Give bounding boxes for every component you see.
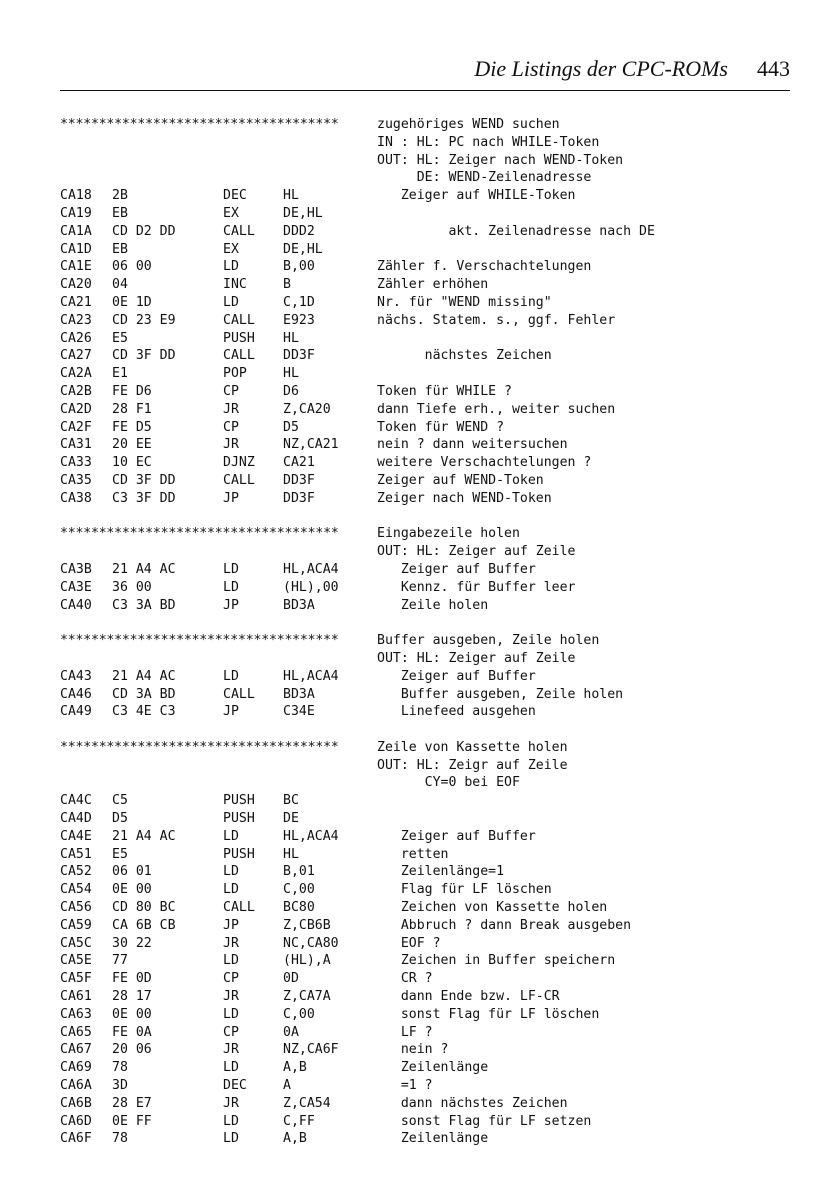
comment: nächs. Statem. s., ggf. Fehler	[377, 312, 616, 328]
address: CA1E	[60, 259, 92, 275]
opcode-bytes: C5	[112, 793, 128, 809]
operand: C,1D	[283, 294, 315, 310]
comment: sonst Flag für LF löschen	[377, 1006, 600, 1022]
address: CA59	[60, 917, 92, 933]
operand: Z,CA7A	[283, 989, 331, 1005]
opcode-bytes: E5	[112, 846, 128, 862]
opcode-bytes: 21 A4 AC	[112, 828, 176, 844]
address: CA33	[60, 455, 92, 471]
mnemonic: CALL	[223, 312, 255, 328]
opcode-bytes: C3 4E C3	[112, 704, 176, 720]
comment: Zeichen von Kassette holen	[377, 900, 608, 916]
address: CA6B	[60, 1095, 92, 1111]
assembly-listing	[60, 116, 800, 1166]
address: CA67	[60, 1042, 92, 1058]
mnemonic: LD	[223, 1006, 239, 1022]
operand: 0A	[283, 1024, 299, 1040]
listing-row	[60, 792, 800, 810]
opcode-bytes: 77	[112, 953, 128, 969]
address: CA52	[60, 864, 92, 880]
opcode-bytes: E5	[112, 330, 128, 346]
listing-row	[60, 1113, 800, 1131]
listing-row	[60, 597, 800, 615]
address: CA4C	[60, 793, 92, 809]
listing-row	[60, 1006, 800, 1024]
operand: B,01	[283, 864, 315, 880]
operand: 0D	[283, 971, 299, 987]
mnemonic: LD	[223, 864, 239, 880]
comment: dann nächstes Zeichen	[377, 1095, 568, 1111]
mnemonic: JR	[223, 935, 239, 951]
listing-row	[60, 561, 800, 579]
comment: Zeilenlänge	[377, 1131, 489, 1147]
address: CA19	[60, 205, 92, 221]
listing-row	[60, 454, 800, 472]
mnemonic: LD	[223, 828, 239, 844]
address: CA63	[60, 1006, 92, 1022]
listing-row	[60, 1077, 800, 1095]
listing-row	[60, 490, 800, 508]
address: CA6A	[60, 1078, 92, 1094]
listing-row	[60, 187, 800, 205]
opcode-bytes: EB	[112, 205, 128, 221]
operand: HL,ACA4	[283, 828, 339, 844]
opcode-bytes: 20 06	[112, 1042, 152, 1058]
mnemonic: CALL	[223, 472, 255, 488]
comment: =1 ?	[377, 1078, 433, 1094]
comment: dann Ende bzw. LF-CR	[377, 989, 560, 1005]
listing-row	[60, 881, 800, 899]
address: CA27	[60, 348, 92, 364]
comment: CR ?	[377, 971, 433, 987]
block-header-row	[60, 152, 800, 170]
routine-description: DE: WEND-Zeilenadresse	[377, 170, 592, 186]
listing-row	[60, 330, 800, 348]
listing-row	[60, 294, 800, 312]
operand: C,FF	[283, 1113, 315, 1129]
listing-row	[60, 846, 800, 864]
comment: Zeile holen	[377, 597, 489, 613]
block-header-row	[60, 757, 800, 775]
address: CA61	[60, 989, 92, 1005]
address: CA31	[60, 437, 92, 453]
mnemonic: LD	[223, 561, 239, 577]
operand: HL	[283, 846, 299, 862]
operand: DDD2	[283, 223, 315, 239]
opcode-bytes: CA 6B CB	[112, 917, 176, 933]
listing-row	[60, 899, 800, 917]
operand: B,00	[283, 259, 315, 275]
mnemonic: JR	[223, 401, 239, 417]
comment: Zähler f. Verschachtelungen	[377, 259, 592, 275]
block-header-row	[60, 134, 800, 152]
listing-row	[60, 952, 800, 970]
opcode-bytes: 04	[112, 277, 128, 293]
comment: nein ?	[377, 1042, 449, 1058]
routine-description: zugehöriges WEND suchen	[377, 117, 560, 132]
comment: nächstes Zeichen	[377, 348, 552, 364]
opcode-bytes: 0E 00	[112, 1006, 152, 1022]
mnemonic: POP	[223, 366, 247, 382]
address: CA54	[60, 882, 92, 898]
listing-row	[60, 223, 800, 241]
listing-row	[60, 276, 800, 294]
mnemonic: LD	[223, 294, 239, 310]
operand: HL	[283, 366, 299, 382]
comment: Nr. für "WEND missing"	[377, 294, 552, 310]
opcode-bytes: E1	[112, 366, 128, 382]
address: CA3E	[60, 579, 92, 595]
comment: weitere Verschachtelungen ?	[377, 455, 592, 471]
comment: Zeiger nach WEND-Token	[377, 490, 552, 506]
address: CA2B	[60, 383, 92, 399]
opcode-bytes: 28 F1	[112, 401, 152, 417]
comment: nein ? dann weitersuchen	[377, 437, 568, 453]
separator-stars: ************************************	[60, 526, 339, 542]
listing-row	[60, 970, 800, 988]
comment: Token für WHILE ?	[377, 383, 512, 399]
address: CA43	[60, 668, 92, 684]
address: CA5E	[60, 953, 92, 969]
listing-row	[60, 703, 800, 721]
operand: DE,HL	[283, 205, 323, 221]
mnemonic: CP	[223, 419, 239, 435]
routine-description: OUT: HL: Zeigr auf Zeile	[377, 757, 568, 773]
opcode-bytes: 3D	[112, 1078, 128, 1094]
operand: C,00	[283, 882, 315, 898]
mnemonic: JP	[223, 597, 239, 613]
operand: HL	[283, 330, 299, 346]
listing-row	[60, 1041, 800, 1059]
comment: Zeiger auf WHILE-Token	[377, 188, 576, 204]
listing-row	[60, 365, 800, 383]
mnemonic: LD	[223, 1131, 239, 1147]
operand: E923	[283, 312, 315, 328]
comment: Zeichen in Buffer speichern	[377, 953, 616, 969]
mnemonic: PUSH	[223, 811, 255, 827]
listing-row	[60, 828, 800, 846]
listing-row	[60, 863, 800, 881]
listing-row	[60, 917, 800, 935]
operand: D6	[283, 383, 299, 399]
listing-block	[60, 116, 800, 508]
address: CA46	[60, 686, 92, 702]
listing-block	[60, 739, 800, 1148]
comment: Token für WEND ?	[377, 419, 505, 435]
comment: EOF ?	[377, 935, 441, 951]
opcode-bytes: D5	[112, 811, 128, 827]
mnemonic: DEC	[223, 188, 247, 204]
address: CA20	[60, 277, 92, 293]
routine-description: Buffer ausgeben, Zeile holen	[377, 633, 600, 649]
listing-row	[60, 472, 800, 490]
address: CA3B	[60, 561, 92, 577]
address: CA23	[60, 312, 92, 328]
comment: Zeiger auf WEND-Token	[377, 472, 544, 488]
mnemonic: LD	[223, 882, 239, 898]
operand: A,B	[283, 1060, 307, 1076]
comment: sonst Flag für LF setzen	[377, 1113, 592, 1129]
operand: Z,CB6B	[283, 917, 331, 933]
comment: Zeiger auf Buffer	[377, 828, 536, 844]
address: CA2F	[60, 419, 92, 435]
listing-row	[60, 668, 800, 686]
comment: retten	[377, 846, 449, 862]
address: CA40	[60, 597, 92, 613]
comment: Linefeed ausgehen	[377, 704, 536, 720]
operand: Z,CA54	[283, 1095, 331, 1111]
operand: (HL),A	[283, 953, 331, 969]
opcode-bytes: C3 3A BD	[112, 597, 176, 613]
block-header-row	[60, 169, 800, 187]
mnemonic: EX	[223, 241, 239, 257]
mnemonic: CALL	[223, 686, 255, 702]
address: CA26	[60, 330, 92, 346]
running-title: Die Listings der CPC-ROMs	[474, 56, 728, 81]
address: CA18	[60, 188, 92, 204]
block-header-row	[60, 632, 800, 650]
listing-row	[60, 1130, 800, 1148]
operand: HL,ACA4	[283, 668, 339, 684]
listing-block	[60, 525, 800, 614]
opcode-bytes: CD 23 E9	[112, 312, 176, 328]
opcode-bytes: EB	[112, 241, 128, 257]
mnemonic: DJNZ	[223, 455, 255, 471]
mnemonic: JR	[223, 1095, 239, 1111]
operand: HL,ACA4	[283, 561, 339, 577]
comment: Kennz. für Buffer leer	[377, 579, 576, 595]
comment: Buffer ausgeben, Zeile holen	[377, 686, 624, 702]
mnemonic: LD	[223, 1060, 239, 1076]
routine-description: OUT: HL: Zeiger auf Zeile	[377, 544, 576, 560]
mnemonic: JP	[223, 917, 239, 933]
comment: akt. Zeilenadresse nach DE	[377, 223, 655, 239]
mnemonic: CP	[223, 971, 239, 987]
routine-description: OUT: HL: Zeiger nach WEND-Token	[377, 152, 624, 168]
comment: Zeilenlänge=1	[377, 864, 505, 880]
address: CA1D	[60, 241, 92, 257]
routine-description: Zeile von Kassette holen	[377, 739, 568, 755]
mnemonic: LD	[223, 668, 239, 684]
opcode-bytes: CD 80 BC	[112, 900, 176, 916]
operand: HL	[283, 188, 299, 204]
listing-row	[60, 436, 800, 454]
listing-row	[60, 935, 800, 953]
opcode-bytes: CD 3A BD	[112, 686, 176, 702]
operand: BC	[283, 793, 299, 809]
opcode-bytes: 06 00	[112, 259, 152, 275]
routine-description: IN : HL: PC nach WHILE-Token	[377, 134, 600, 150]
address: CA69	[60, 1060, 92, 1076]
mnemonic: LD	[223, 579, 239, 595]
opcode-bytes: FE D6	[112, 383, 152, 399]
operand: BC80	[283, 900, 315, 916]
page-number: 443	[757, 56, 790, 81]
listing-row	[60, 312, 800, 330]
operand: DD3F	[283, 490, 315, 506]
address: CA49	[60, 704, 92, 720]
operand: D5	[283, 419, 299, 435]
comment: Zeilenlänge	[377, 1060, 489, 1076]
address: CA5F	[60, 971, 92, 987]
block-header-row	[60, 525, 800, 543]
opcode-bytes: FE 0A	[112, 1024, 152, 1040]
operand: DD3F	[283, 348, 315, 364]
listing-row	[60, 1059, 800, 1077]
mnemonic: PUSH	[223, 793, 255, 809]
opcode-bytes: 78	[112, 1131, 128, 1147]
operand: NZ,CA6F	[283, 1042, 339, 1058]
operand: Z,CA20	[283, 401, 331, 417]
operand: B	[283, 277, 291, 293]
comment: Zähler erhöhen	[377, 277, 489, 293]
comment: Zeiger auf Buffer	[377, 668, 536, 684]
operand: NC,CA80	[283, 935, 339, 951]
block-header-row	[60, 739, 800, 757]
address: CA5C	[60, 935, 92, 951]
comment: Flag für LF löschen	[377, 882, 552, 898]
operand: CA21	[283, 455, 315, 471]
listing-row	[60, 241, 800, 259]
opcode-bytes: CD 3F DD	[112, 348, 176, 364]
block-header-row	[60, 774, 800, 792]
listing-row	[60, 1024, 800, 1042]
address: CA6D	[60, 1113, 92, 1129]
opcode-bytes: 28 17	[112, 989, 152, 1005]
block-header-row	[60, 650, 800, 668]
mnemonic: JR	[223, 989, 239, 1005]
mnemonic: JP	[223, 490, 239, 506]
separator-stars: ************************************	[60, 633, 339, 649]
opcode-bytes: FE 0D	[112, 971, 152, 987]
operand: C,00	[283, 1006, 315, 1022]
address: CA1A	[60, 223, 92, 239]
comment: Zeiger auf Buffer	[377, 561, 536, 577]
address: CA56	[60, 900, 92, 916]
opcode-bytes: 06 01	[112, 864, 152, 880]
mnemonic: DEC	[223, 1078, 247, 1094]
separator-stars: ************************************	[60, 739, 339, 755]
address: CA4D	[60, 811, 92, 827]
mnemonic: LD	[223, 953, 239, 969]
address: CA35	[60, 472, 92, 488]
listing-row	[60, 383, 800, 401]
operand: BD3A	[283, 686, 315, 702]
listing-row	[60, 205, 800, 223]
operand: DE,HL	[283, 241, 323, 257]
block-header-row	[60, 543, 800, 561]
opcode-bytes: 36 00	[112, 579, 152, 595]
operand: A,B	[283, 1131, 307, 1147]
comment: Abbruch ? dann Break ausgeben	[377, 917, 632, 933]
separator-stars: ************************************	[60, 117, 339, 132]
mnemonic: CALL	[223, 900, 255, 916]
listing-row	[60, 988, 800, 1006]
listing-row	[60, 258, 800, 276]
mnemonic: INC	[223, 277, 247, 293]
mnemonic: EX	[223, 205, 239, 221]
mnemonic: PUSH	[223, 330, 255, 346]
comment: dann Tiefe erh., weiter suchen	[377, 401, 616, 417]
address: CA2A	[60, 366, 92, 382]
routine-description: OUT: HL: Zeiger auf Zeile	[377, 650, 576, 666]
mnemonic: CP	[223, 1024, 239, 1040]
address: CA51	[60, 846, 92, 862]
listing-row	[60, 419, 800, 437]
block-header-row	[60, 116, 800, 134]
opcode-bytes: 30 22	[112, 935, 152, 951]
address: CA65	[60, 1024, 92, 1040]
mnemonic: CP	[223, 383, 239, 399]
listing-row	[60, 1095, 800, 1113]
address: CA4E	[60, 828, 92, 844]
operand: BD3A	[283, 597, 315, 613]
listing-row	[60, 579, 800, 597]
opcode-bytes: 21 A4 AC	[112, 668, 176, 684]
operand: NZ,CA21	[283, 437, 339, 453]
mnemonic: LD	[223, 1113, 239, 1129]
opcode-bytes: 20 EE	[112, 437, 152, 453]
opcode-bytes: 78	[112, 1060, 128, 1076]
address: CA6F	[60, 1131, 92, 1147]
address: CA2D	[60, 401, 92, 417]
listing-row	[60, 686, 800, 704]
routine-description: CY=0 bei EOF	[377, 775, 520, 791]
operand: C34E	[283, 704, 315, 720]
listing-row	[60, 401, 800, 419]
listing-row	[60, 347, 800, 365]
operand: A	[283, 1078, 291, 1094]
listing-block	[60, 632, 800, 721]
listing-row	[60, 810, 800, 828]
mnemonic: PUSH	[223, 846, 255, 862]
operand: DD3F	[283, 472, 315, 488]
opcode-bytes: FE D5	[112, 419, 152, 435]
opcode-bytes: CD 3F DD	[112, 472, 176, 488]
mnemonic: LD	[223, 259, 239, 275]
opcode-bytes: 21 A4 AC	[112, 561, 176, 577]
mnemonic: CALL	[223, 348, 255, 364]
mnemonic: CALL	[223, 223, 255, 239]
mnemonic: JP	[223, 704, 239, 720]
opcode-bytes: CD D2 DD	[112, 223, 176, 239]
opcode-bytes: C3 3F DD	[112, 490, 176, 506]
opcode-bytes: 0E 00	[112, 882, 152, 898]
opcode-bytes: 28 E7	[112, 1095, 152, 1111]
address: CA38	[60, 490, 92, 506]
opcode-bytes: 0E 1D	[112, 294, 152, 310]
opcode-bytes: 10 EC	[112, 455, 152, 471]
comment: LF ?	[377, 1024, 433, 1040]
mnemonic: JR	[223, 1042, 239, 1058]
page-header	[60, 50, 790, 91]
mnemonic: JR	[223, 437, 239, 453]
operand: (HL),00	[283, 579, 339, 595]
opcode-bytes: 0E FF	[112, 1113, 152, 1129]
operand: DE	[283, 811, 299, 827]
address: CA21	[60, 294, 92, 310]
opcode-bytes: 2B	[112, 188, 128, 204]
routine-description: Eingabezeile holen	[377, 526, 520, 542]
